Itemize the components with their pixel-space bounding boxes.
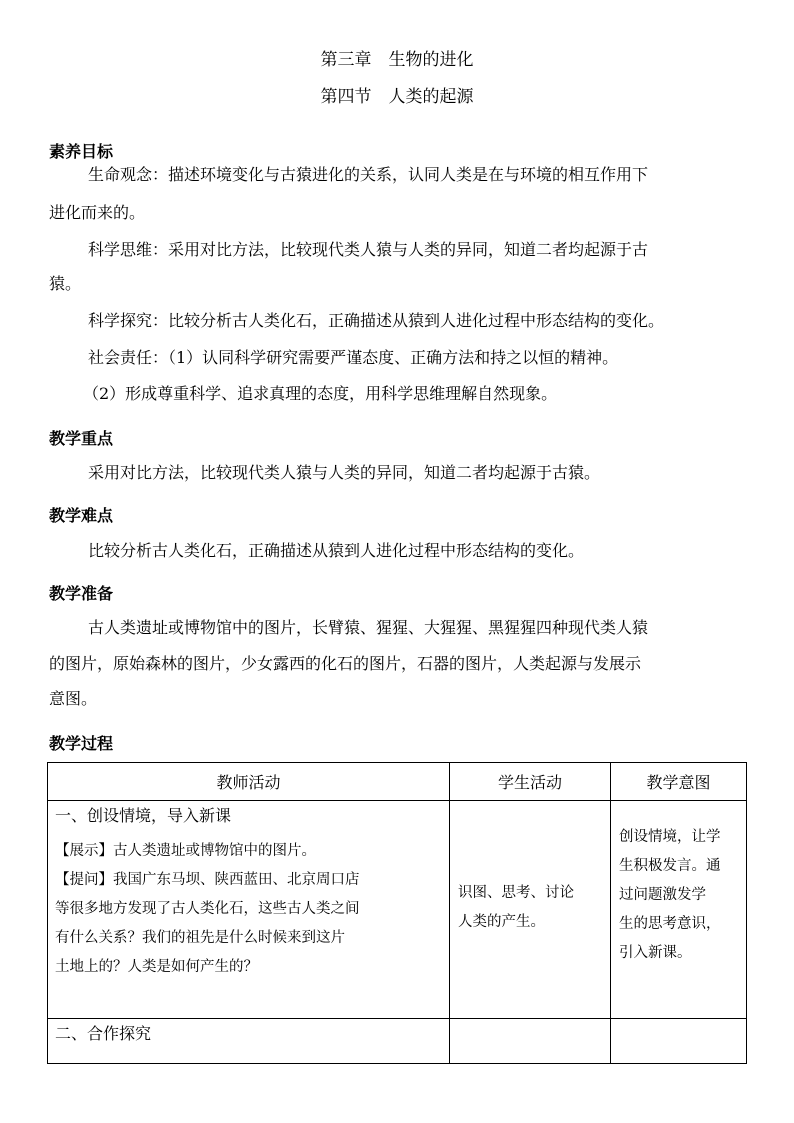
- column-header-teacher: 教师活动: [48, 763, 450, 801]
- teacher-line: 【提问】我国广东马坝、陕西蓝田、北京周口店: [55, 872, 360, 888]
- intent-line: 生的思考意识，: [619, 916, 721, 932]
- key-point-text: 采用对比方法，比较现代类人猿与人类的异同，知道二者均起源于古猿。: [88, 463, 601, 482]
- student-line: 人类的产生。: [458, 914, 545, 930]
- intent-line: 引入新课。: [619, 945, 692, 961]
- student-activity-cell: [450, 1019, 611, 1064]
- preparation-line: 古人类遗址或博物馆中的图片，长臂猿、猩猩、大猩猩、黑猩猩四种现代类人猿: [88, 618, 649, 637]
- teacher-activity-cell: [48, 801, 450, 1019]
- teacher-line: 土地上的？人类是如何产生的？: [55, 959, 258, 975]
- goals-line: 科学思维：采用对比方法，比较现代类人猿与人类的异同，知道二者均起源于古: [88, 240, 649, 259]
- intent-line: 生积极发言。通: [619, 858, 721, 874]
- goals-line: 社会责任：（1）认同科学研究需要严谨态度、正确方法和持之以恒的精神。: [88, 348, 619, 367]
- column-header-intent: 教学意图: [611, 763, 747, 801]
- goals-line: （2）形成尊重科学、追求真理的态度，用科学思维理解自然现象。: [83, 384, 558, 403]
- preparation-line: 的图片，原始森林的图片，少女露西的化石的图片，石器的图片，人类起源与发展示: [49, 654, 642, 673]
- preparation-heading: 教学准备: [49, 584, 114, 603]
- student-line: 识图、思考、讨论: [458, 885, 574, 901]
- goals-line: 进化而来的。: [49, 203, 146, 222]
- teacher-line: 等很多地方发现了古人类化石，这些古人类之间: [55, 901, 360, 917]
- key-point-heading: 教学重点: [49, 429, 114, 448]
- goals-line: 科学探究：比较分析古人类化石，正确描述从猿到人进化过程中形态结构的变化。: [88, 311, 665, 330]
- teacher-line: 有什么关系？我们的祖先是什么时候来到这片: [55, 930, 345, 946]
- table-header-row: [48, 763, 747, 801]
- difficulty-heading: 教学难点: [49, 506, 114, 525]
- goals-heading: 素养目标: [49, 142, 114, 161]
- intent-line: 创设情境，让学: [619, 829, 721, 845]
- step-title: 二、合作探究: [55, 1024, 152, 1043]
- teaching-intent-cell: [611, 1019, 747, 1064]
- column-header-student: 学生活动: [450, 763, 611, 801]
- process-heading: 教学过程: [49, 734, 114, 753]
- student-activity-cell: [450, 801, 611, 1019]
- difficulty-text: 比较分析古人类化石，正确描述从猿到人进化过程中形态结构的变化。: [88, 541, 585, 560]
- teacher-activity-cell: [48, 1019, 450, 1064]
- teaching-intent-cell: [611, 801, 747, 1019]
- step-title: 一、创设情境，导入新课: [55, 806, 232, 825]
- preparation-line: 意图。: [49, 689, 98, 708]
- goals-line: 生命观念：描述环境变化与古猿进化的关系，认同人类是在与环境的相互作用下: [88, 165, 649, 184]
- table-row: [48, 801, 747, 1019]
- process-table: [47, 762, 747, 1064]
- chapter-title: 第三章 生物的进化: [320, 50, 474, 70]
- table-row: [48, 1019, 747, 1064]
- section-title: 第四节 人类的起源: [320, 87, 474, 107]
- goals-line: 猿。: [49, 274, 82, 293]
- intent-line: 过问题激发学: [619, 887, 706, 903]
- teacher-line: 【展示】古人类遗址或博物馆中的图片。: [55, 843, 316, 859]
